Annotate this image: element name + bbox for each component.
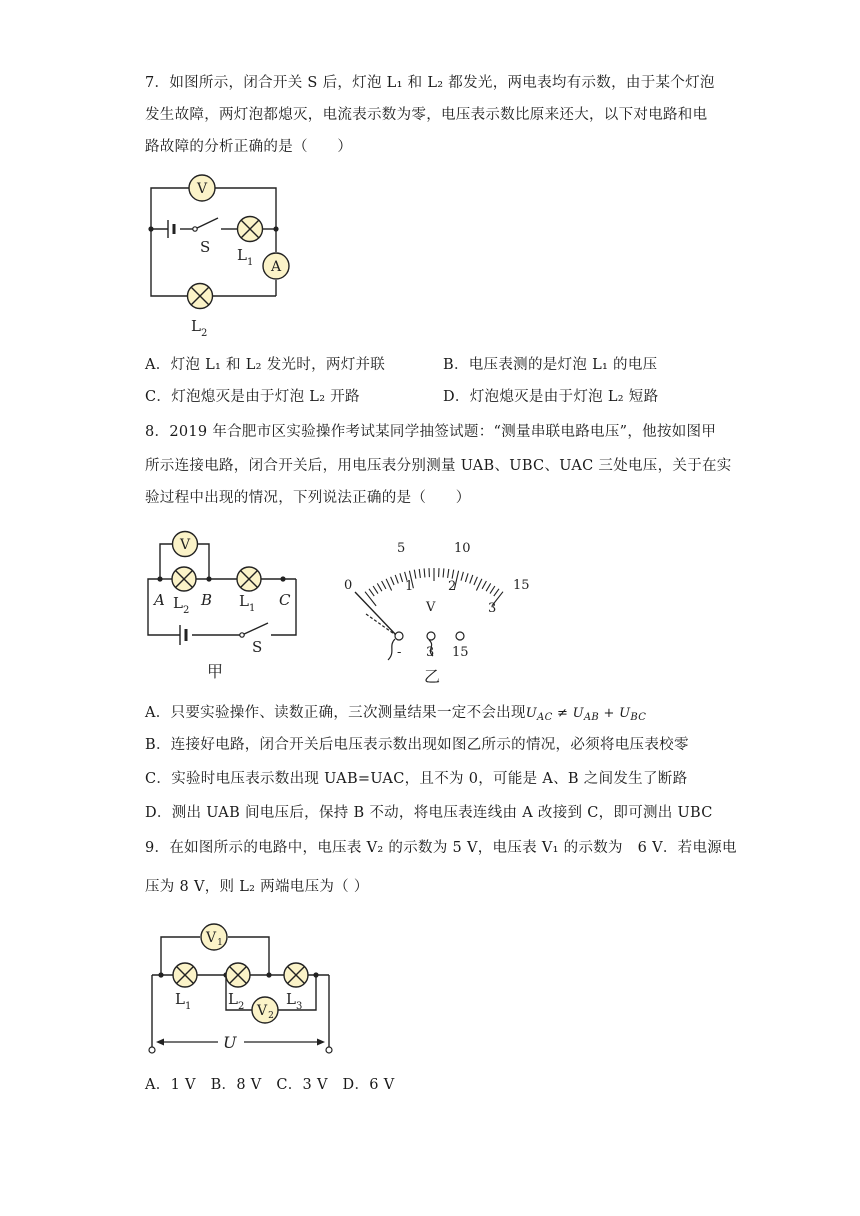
caption-yi: 乙: [424, 667, 441, 686]
switch-label: S: [200, 238, 211, 256]
dial-tick: [476, 579, 482, 591]
ammeter-icon: [263, 253, 289, 279]
lamp-l1-label: L: [175, 990, 185, 1008]
q7-stem-line-1: 7．如图所示，闭合开关 S 后，灯泡 L₁ 和 L₂ 都发光，两电表均有示数，由于某个灯泡: [145, 75, 715, 91]
arrow-left-icon: [156, 1039, 164, 1046]
scale-2: 2: [448, 579, 457, 594]
q9-stem-line-2: 压为 8 V，则 L₂ 两端电压为（ ）: [145, 879, 369, 895]
q7-option-d[interactable]: D．灯泡熄灭是由于灯泡 L₂ 短路: [443, 389, 659, 405]
voltmeter-v1-icon: [201, 924, 227, 950]
lamp-l2-label: L: [191, 317, 201, 335]
q7-option-b[interactable]: B．电压表测的是灯泡 L₁ 的电压: [443, 357, 658, 373]
lamp-l1-label: L: [237, 246, 247, 264]
voltmeter-v2-icon: [252, 997, 278, 1023]
q7-circuit-diagram: [140, 170, 300, 345]
voltmeter-icon: [173, 532, 198, 557]
lamp-l1-icon: [237, 567, 261, 591]
dial-tick: [465, 573, 468, 582]
lamp-l1-subscript: 1: [185, 1001, 192, 1012]
dial-tick: [424, 568, 425, 577]
dial-tick: [419, 569, 420, 578]
q7-option-a[interactable]: A．灯泡 L₁ 和 L₂ 发光时，两灯并联: [145, 357, 386, 373]
dial-tick: [391, 577, 395, 585]
dial-tick: [470, 575, 473, 584]
q8-option-d[interactable]: D．测出 UAB 间电压后，保持 B 不动，将电压表连线由 A 改接到 C，即可测出 UBC: [145, 805, 713, 821]
dial-tick: [377, 583, 382, 591]
label-b: B: [201, 591, 213, 609]
lamp-l2-subscript: 2: [238, 1001, 245, 1012]
dial-tick: [452, 570, 454, 579]
lamp-l2-icon: [226, 963, 250, 987]
arrow-right-icon: [317, 1039, 325, 1046]
lamp-l3-icon: [284, 963, 308, 987]
lamp-l3-label: L: [286, 990, 296, 1008]
q8-option-b[interactable]: B．连接好电路，闭合开关后电压表示数出现如图乙所示的情况，必须将电压表校零: [145, 737, 689, 753]
scale-10: 10: [454, 541, 471, 556]
lamp-l1-subscript: 1: [247, 257, 254, 268]
dial-tick: [400, 573, 403, 582]
q9-options[interactable]: A．1 V B．8 V C．3 V D．6 V: [145, 1077, 395, 1093]
needle: [355, 592, 397, 636]
terminal-right-icon: [326, 1047, 332, 1053]
voltmeter-label: V: [196, 181, 208, 197]
dial-tick: [369, 589, 374, 596]
lamp-l2-label: L: [173, 594, 183, 612]
scale-1: 1: [405, 579, 414, 594]
terminal-negative-label: -: [397, 645, 402, 660]
lamp-l2-label: L: [228, 990, 238, 1008]
dial-tick: [486, 583, 491, 591]
lamp-l2-icon: [188, 284, 213, 309]
dial-tick: [461, 572, 463, 581]
q8-option-a-formula: $U_{AC} \ne U_{AB} + U_{BC}$: [525, 706, 647, 723]
dial-tick: [490, 586, 495, 594]
dial-tick: [373, 586, 378, 594]
svg-text:V: V: [256, 1003, 268, 1019]
terminal-15-label: 15: [452, 645, 469, 660]
scale-15: 15: [513, 578, 530, 593]
q8-circuit-jia: [140, 525, 310, 685]
q8-voltmeter-dial-yi: [330, 530, 540, 690]
lamp-l1-icon: [238, 217, 263, 242]
dial-tick: [443, 568, 444, 577]
svg-text:1: 1: [217, 938, 223, 948]
q8-stem-line-1: 8．2019 年合肥市区实验操作考试某同学抽签试题：“测量串联电路电压”，他按如图甲: [145, 424, 717, 440]
lamp-l1-label: L: [239, 592, 249, 610]
lamp-l2-icon: [172, 567, 196, 591]
lamp-l2-subscript: 2: [183, 605, 190, 616]
source-label: U: [223, 1033, 237, 1052]
q8-stem-line-2: 所示连接电路，闭合开关后，用电压表分别测量 UAB、UBC、UAC 三处电压，关于在实: [145, 458, 732, 474]
dial-tick: [474, 577, 478, 585]
svg-text:2: 2: [268, 1011, 274, 1021]
q8-option-a[interactable]: [145, 703, 646, 724]
dial-tick: [448, 569, 449, 578]
svg-text:V: V: [205, 930, 217, 946]
terminal-3-icon: [427, 632, 435, 640]
dial-tick: [494, 589, 499, 596]
dial-tick: [382, 581, 386, 589]
scale-5: 5: [397, 541, 406, 556]
switch-label: S: [252, 638, 263, 656]
label-c: C: [279, 591, 291, 609]
voltmeter-icon: [189, 175, 215, 201]
caption-jia: 甲: [207, 662, 224, 681]
q8-stem-line-3: 验过程中出现的情况，下列说法正确的是（ ）: [145, 490, 471, 506]
lamp-l1-icon: [173, 963, 197, 987]
q7-stem-line-2: 发生故障，两灯泡都熄灭，电流表示数为零，电压表示数比原来还大，以下对电路和电: [145, 107, 708, 123]
terminal-3-label: 3: [426, 645, 435, 660]
lamp-l3-subscript: 3: [296, 1001, 303, 1012]
terminal-15-icon: [456, 632, 464, 640]
dial-tick: [414, 570, 416, 579]
dial-tick: [395, 575, 398, 584]
q8-option-c[interactable]: C．实验时电压表示数出现 UAB=UAC，且不为 0，可能是 A、B 之间发生了断路: [145, 771, 688, 787]
terminal-left-icon: [149, 1047, 155, 1053]
q7-stem-line-3: 路故障的分析正确的是（ ）: [145, 139, 353, 155]
dial-tick: [482, 581, 486, 589]
voltmeter-label: V: [179, 537, 191, 553]
q9-circuit-diagram: [140, 915, 340, 1065]
needle-zero-reference: [366, 614, 397, 636]
q7-option-c[interactable]: C．灯泡熄灭是由于灯泡 L₂ 开路: [145, 389, 360, 405]
wire-icon: [388, 639, 395, 660]
scale-0: 0: [344, 578, 353, 593]
terminal-negative-icon: [395, 632, 403, 640]
q8-option-a-text: A．只要实验操作、读数正确，三次测量结果一定不会出现: [145, 705, 526, 721]
ammeter-label: A: [270, 259, 282, 275]
unit-v: V: [426, 600, 436, 615]
label-a: A: [154, 591, 165, 609]
lamp-l2-subscript: 2: [201, 328, 208, 339]
lamp-l1-subscript: 1: [249, 603, 256, 614]
dial-tick: [386, 579, 392, 591]
scale-3: 3: [488, 601, 497, 616]
q9-stem-line-1: 9．在如图所示的电路中，电压表 V₂ 的示数为 5 V，电压表 V₁ 的示数为 6 V．若电源电: [145, 840, 737, 856]
